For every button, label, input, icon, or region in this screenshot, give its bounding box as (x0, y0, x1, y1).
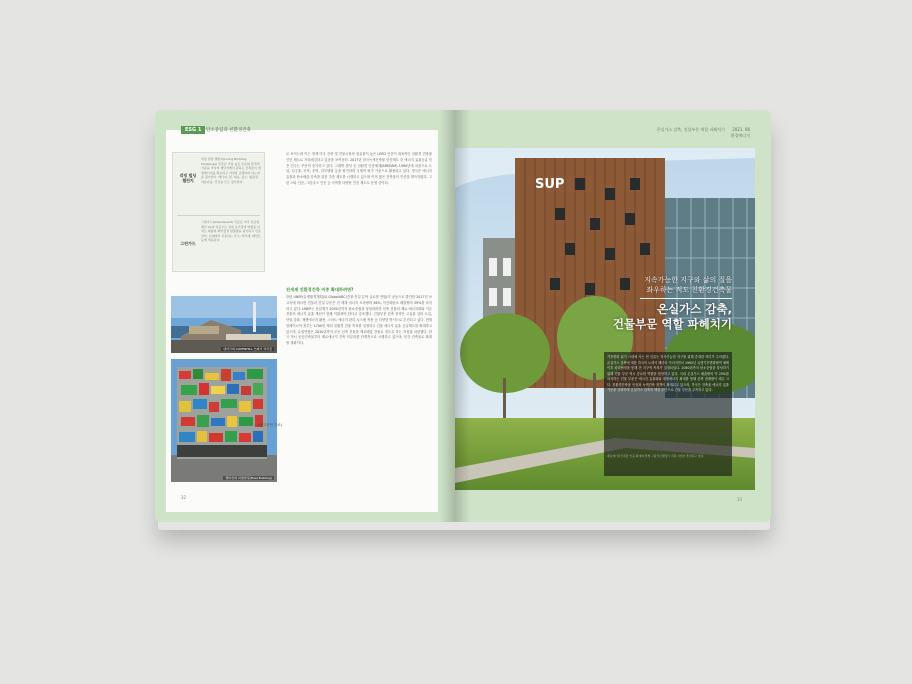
pixel-building-illustration (171, 359, 277, 482)
article-footnote: 제로에너지건축물 인증 확대와 함께 그린리모델링이 지원 사업이 추진되고 있다. (607, 454, 705, 458)
sidebar-text-greenguard: 그린가드(GreenGuard) 인증은 미국 인증업체인 UL의 인증으로 실내 공기질에 영향을 미치는 제품의 화학물질 방출량을 평가하고 인증한다. 실내에서 사용하는 가구, 바닥재, 페인트 등에 적용된다. (201, 220, 261, 242)
sidebar-text-living-building: 리빙 빌딩 챌린지(Living Building Challenge) 인증은 가장 높은 수준의 환경적 기준을 가지며 재단서에서 원하는 건축물이 재생에너지를 확보하고 자연과 공생하며 하는지를 평가한다. 에너지, 물, 재료, 장소, 형평성, 아름다움, 건강을 모두 평가한다. (201, 157, 261, 184)
headline-subtitle-line-2: 좌우하는 적도 친환경건축물 (646, 286, 732, 295)
headline-title-line-1: 온실가스 감축, (656, 301, 732, 316)
building-sign: SUP (535, 177, 565, 192)
headline-subtitle-line-1: 지속가능한 지구와 삶의 질을 (644, 276, 732, 284)
page-number-left: 32 (181, 495, 187, 500)
running-header-section: 환경에너지 (730, 133, 750, 138)
source-note: (참고문헌 자료) (258, 423, 283, 427)
article-intro-text: 기후변화 위기 시대에 사는 현 인류는 지속가능한 지구를 위해 중대한 의미가 주어졌다. 온실가스 감축에 대한 각국의 노력이 해마다 이어지면서 1992년 유엔기후변화협약 채택 이후 파리협정을 통해 전 지구적 목표가 설정되었다. 2050년까지 탄소중립을 달성하기 위해 건물 부문 역시 중요한 역할을 담당하고 있다. 국내 온실가스 배출량의 약 25%를 차지하는 건물 부문은 에너지 효율화와 재생에너지 확대를 통해 감축 잠재량이 매우 크다. 친환경건축물 인증과 녹색건축 정책이 확대되고 있으며, 각국은 건축물 에너지 효율 기준을 강화하며 온실가스 감축의 핵심 수단으로 건물 부문을 주목하고 있다. (607, 355, 729, 392)
definition-sidebar (172, 152, 265, 272)
page-number-right: 33 (737, 497, 743, 502)
running-header-date: 2021. 06 (732, 127, 750, 132)
copenhill-photo (171, 296, 277, 353)
running-header (630, 127, 750, 139)
body-column-bottom: 한편 UNEP(유엔환경계획)와 GlobalABC(건물·건설 분야 글로벌 연합)가 공동으로 발간한 2017년 보고서에 따르면 건물과 건설 부문은 전 세계 에너지 소비량의 36%, 이산화탄소 배출량의 39%를 차지하고 있다. UNEP는 산업계가 2050년까지 탄소중립을 달성하려면 신축 건물의 제로 에너지화와 기존 건물의 에너지 효율 개선이 함께 이뤄져야 한다고 강조했다. 건물부문 감축 전략은 고효율 설비 도입, 단열 강화, 재생에너지 활용, 스마트 에너지 관리 시스템 적용 등 다양한 방식으로 추진되고 있다. 현재 말레이시아 정부는 1700만 채의 친환경 건물 목표를 설정하고 건물 에너지 효율 등급제도를 확대하고 있으며, 유럽연합은 2030년까지 모든 신축 건물을 제로배출 건물로 짓도록 하는 지침을 마련했다. 한국 역시 공공건축물부터 제로에너지 건축 의무화를 단계적으로 시행하고 있으며, 민간 건축물로 확대할 계획이다. (286, 295, 432, 346)
body-column-top: 로 보이는데 이는 현재 미국 건축 및 건물시장의 점유율이 높은 LEED 인증이 대표적인 친환경 건축물 인증 제도로 자리매김하고 있음을 보여준다. 2017년 한국녹색건축물 인증제도 중 에너지 효율등급 인증 건수는 꾸준히 증가하고 있다. 그레박 빌딩 등 친환경 인증체계(BREEAM) 1990년에 처음으로 도입, 입주율, 신축, 운영, 리모델링 등을 평가하며 국제적 평가 기준으로 활용되고 있다. 영국은 에너지 효율과 탄소배출 감축을 위한 각종 제도를 시행하고 있으며 이미 많은 건축물이 인증을 획득하였다. 그린 스타 인증, 그린마크 인증 등 지역별 다양한 인증 제도도 운영 중이다. (286, 152, 432, 185)
sidebar-label-living-building: 리빙 빌딩 챌린지 (179, 173, 197, 184)
headline-block (600, 275, 732, 333)
headline-title-line-2: 건물부문 역할 파헤치기 (612, 317, 732, 332)
sidebar-divider (177, 215, 260, 216)
section-subheading: 전세계 친환경건축 비중 확대하려면? (286, 287, 354, 292)
copenhill-illustration (171, 296, 277, 353)
sidebar-label-greenguard: 그린가드 (180, 241, 196, 246)
pixel-building-photo (171, 359, 277, 482)
photo-caption-pixel-building: 멜버른의 픽셀빌딩(Pixel Building) (225, 476, 272, 480)
section-title: 탄소중립과 친환경건축 (206, 128, 251, 133)
article-intro-box (604, 352, 732, 476)
section-tag: ESG 1 (181, 126, 205, 134)
headline-rule (640, 298, 732, 299)
photo-caption-copenhill: 덴마크의 COPENHILL 쓰레기 처리장 (223, 347, 272, 351)
running-header-title: 온실가스 감축, 건물부문 역할 파헤치기 (656, 127, 725, 132)
